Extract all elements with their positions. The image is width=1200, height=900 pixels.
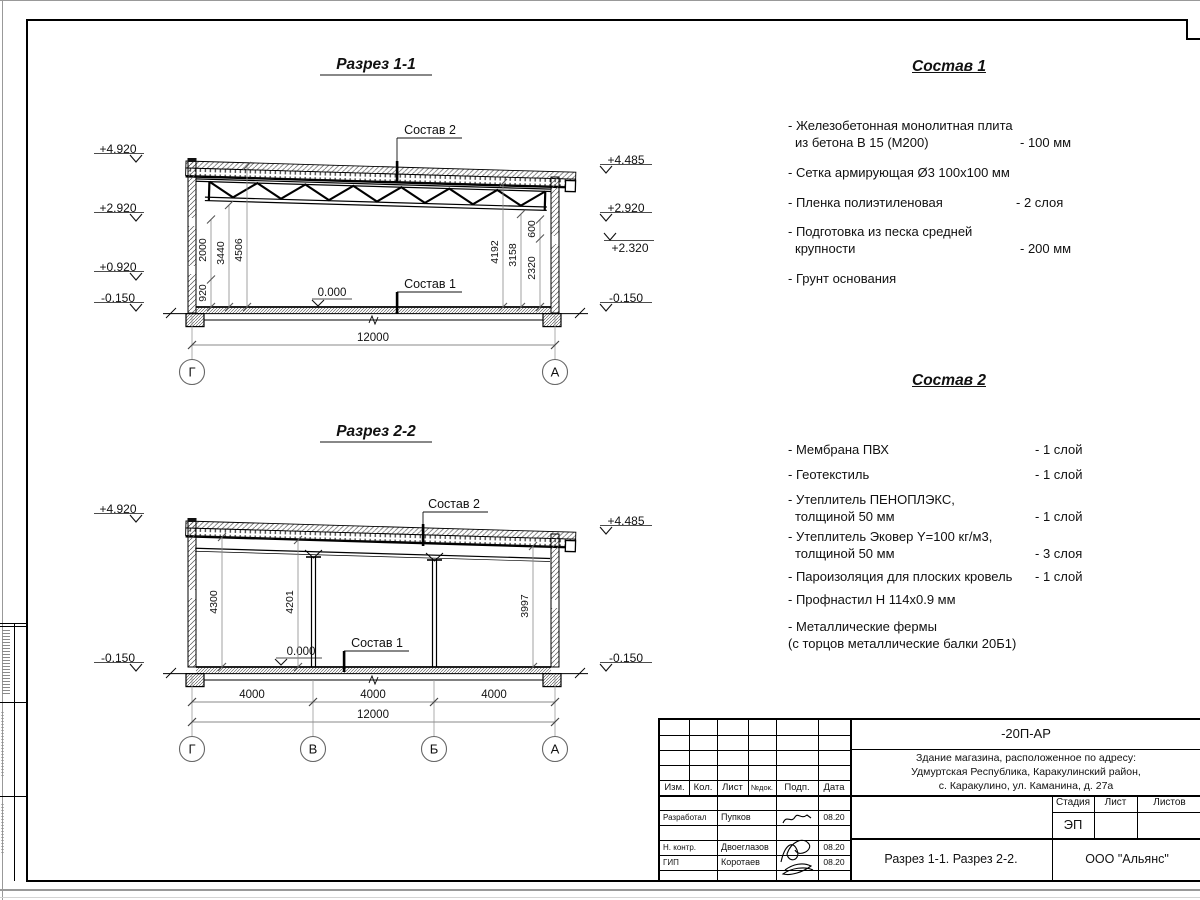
dim-4000: 4000 <box>360 689 386 701</box>
sheet-edge-bottom <box>0 889 1200 891</box>
col-izm: Изм. <box>664 781 685 793</box>
elevation-value: +2.920 <box>607 201 645 215</box>
section-1-1-drawing <box>80 40 660 395</box>
date-developer: 08.20 <box>823 812 845 823</box>
list-item: - Утеплитель ПЕНОПЛЭКС, толщиной 50 мм <box>788 492 955 524</box>
doc-name: Разрез 1-1. Разрез 2-2. <box>884 852 1018 867</box>
frame-top <box>26 19 1188 21</box>
elevation-value: +2.320 <box>611 241 649 255</box>
vertical-dims-left <box>197 162 251 311</box>
col-ndok: №док. <box>751 782 773 792</box>
dim-600: 600 <box>526 220 538 238</box>
date-gip: 08.20 <box>823 857 845 868</box>
name-developer: Пупков <box>721 811 751 822</box>
frame-left <box>26 19 28 882</box>
dim-4300: 4300 <box>208 590 220 614</box>
roof-beam <box>195 548 550 558</box>
elevation-value: +0.920 <box>99 260 137 274</box>
axis-bubbles <box>180 360 568 385</box>
object-line: Удмуртская Республика, Каракулинский район, <box>911 766 1141 778</box>
elevation-value: -0.150 <box>608 291 644 305</box>
elevation-value: +4.485 <box>607 514 645 528</box>
role-gip: ГИП <box>663 857 679 867</box>
item-value: - 100 мм <box>1020 135 1072 150</box>
sostav-1-title: Состав 1 <box>912 58 986 75</box>
col-data: Дата <box>823 781 845 793</box>
sheet-edge-bottom-2 <box>0 897 1200 898</box>
list-item: - Грунт основания <box>788 271 897 286</box>
axis-letter: А <box>550 741 560 757</box>
dim-3440: 3440 <box>215 241 227 265</box>
dim-4201: 4201 <box>284 590 296 614</box>
elevation-value: +4.920 <box>99 502 137 516</box>
dim-3997: 3997 <box>519 594 531 618</box>
bottom-dimensions <box>188 676 559 737</box>
elevation-marks-left <box>94 142 144 311</box>
list-item: - Подготовка из песка средней крупности <box>788 224 973 256</box>
zero-value: 0.000 <box>286 646 316 658</box>
wall-axis-g <box>188 158 197 313</box>
break-mark <box>369 676 378 684</box>
col-list: Лист <box>722 781 743 793</box>
doc-code: -20П-АР <box>1001 726 1051 742</box>
sostav-2-list <box>788 370 1110 660</box>
dim-4506: 4506 <box>233 238 245 262</box>
sostav-2-title: Состав 2 <box>912 372 986 389</box>
stage-label: Стадия <box>1055 797 1091 809</box>
axis-bubbles <box>180 737 568 762</box>
col-kol: Кол. <box>693 781 713 793</box>
list-item: - Пленка полиэтиленовая <box>788 195 943 210</box>
dim-4192: 4192 <box>489 240 501 264</box>
zero-value: 0.000 <box>317 287 347 299</box>
axis-letter: Г <box>188 741 196 757</box>
object-address <box>850 751 1200 795</box>
elevation-value: -0.150 <box>100 291 136 305</box>
dim-12000: 12000 <box>357 709 389 721</box>
foundation-pad <box>543 314 561 327</box>
item-value: - 2 слоя <box>1016 195 1064 210</box>
sheet-edge-top <box>0 0 1200 1</box>
list-item: - Геотекстиль <box>788 467 870 482</box>
elevation-value: -0.150 <box>100 651 136 665</box>
illegible-rotated-text <box>1 804 4 854</box>
signature-developer <box>783 815 811 823</box>
name-ncontrol: Двоеглазов <box>721 841 769 852</box>
section-title-group <box>320 56 432 75</box>
stage-value: ЭП <box>1063 816 1083 832</box>
elevation-value: -0.150 <box>608 651 644 665</box>
foundation-pad <box>186 314 204 327</box>
list-item: - Сетка армирующая Ø3 100х100 мм <box>788 165 1010 180</box>
sostav-1-list <box>788 55 1110 305</box>
item-value: - 3 слоя <box>1035 546 1083 561</box>
list-item: - Профнастил Н 114х0.9 мм <box>788 592 956 607</box>
section-title-group <box>320 423 432 442</box>
wall-axis-a <box>551 534 559 667</box>
illegible-rotated-text <box>1 712 4 778</box>
callout-label: Состав 2 <box>404 123 456 137</box>
item-value: - 1 слой <box>1035 467 1083 482</box>
column-axis-b <box>426 553 443 667</box>
vertical-dims-right <box>489 179 544 311</box>
title-block <box>658 718 1200 882</box>
foundation-pad <box>543 674 561 687</box>
item-value: - 1 слой <box>1035 442 1083 457</box>
list-item: - Железобетонная монолитная плита из бетона В 15 (М200) <box>788 118 1013 150</box>
name-gip: Коротаев <box>721 856 760 867</box>
dim-3158: 3158 <box>507 243 519 267</box>
item-value: - 1 слой <box>1035 569 1083 584</box>
foundation-pad <box>186 674 204 687</box>
sheets-label: Листов <box>1153 797 1186 809</box>
dim-4000: 4000 <box>239 689 265 701</box>
wall-axis-a <box>551 177 559 313</box>
dim-12000: 12000 <box>357 332 389 344</box>
zero-level-mark <box>312 287 352 306</box>
elevation-value: +2.920 <box>99 201 137 215</box>
roof-assembly <box>185 521 576 562</box>
callout-label: Состав 1 <box>404 277 456 291</box>
dim-2320: 2320 <box>526 256 538 280</box>
wall-axis-g <box>188 518 197 667</box>
item-value: - 1 слой <box>1035 509 1083 524</box>
elevation-marks-right <box>600 514 652 671</box>
date-ncontrol: 08.20 <box>823 842 845 853</box>
break-mark <box>369 316 378 324</box>
list-item: - Металлические фермы (с торцов металлические балки 20Б1) <box>788 619 1017 651</box>
object-line: Здание магазина, расположенное по адресу: <box>915 752 1136 764</box>
elevation-marks-right <box>600 153 654 311</box>
axis-letter: В <box>308 741 318 757</box>
roof-end-plate <box>565 180 575 191</box>
item-value: - 200 мм <box>1020 241 1072 256</box>
frame-notch-vertical <box>1186 19 1188 40</box>
axis-letter: А <box>550 364 560 380</box>
list-item: - Утеплитель Эковер Y=100 кг/м3, толщиной 50 мм <box>788 529 993 561</box>
dim-920: 920 <box>197 284 209 302</box>
section-title: Разрез 1-1 <box>336 56 416 73</box>
dim-4000: 4000 <box>481 689 507 701</box>
role-ncontrol: Н. контр. <box>663 842 697 852</box>
dim-2000: 2000 <box>197 238 209 262</box>
roof-end-plate <box>565 540 575 551</box>
section-title: Разрез 2-2 <box>336 423 416 440</box>
role-developer: Разработал <box>663 812 707 822</box>
axis-letter: Г <box>188 364 196 380</box>
elevation-marks-left <box>94 502 144 671</box>
callout-label: Состав 2 <box>428 497 480 511</box>
object-line: с. Каракулино, ул. Каманина, д. 27а <box>938 780 1114 792</box>
list-item: - Мембрана ПВХ <box>788 442 889 457</box>
organization: ООО "Альянс" <box>1085 852 1169 867</box>
sheet-label: Лист <box>1104 797 1127 809</box>
signatures <box>777 806 818 880</box>
section-2-2-drawing <box>80 400 660 770</box>
frame-notch-horizontal <box>1186 38 1200 40</box>
bottom-dimension <box>188 316 559 360</box>
col-podp: Подп. <box>784 781 810 793</box>
axis-letter: Б <box>429 741 439 757</box>
signature-gip <box>781 840 813 874</box>
floor-slab <box>163 667 588 687</box>
list-item: - Пароизоляция для плоских кровель <box>788 569 1013 584</box>
elevation-value: +4.485 <box>607 153 645 167</box>
illegible-rotated-text <box>2 630 10 696</box>
elevation-value: +4.920 <box>99 142 137 156</box>
callout-label: Состав 1 <box>351 636 403 650</box>
